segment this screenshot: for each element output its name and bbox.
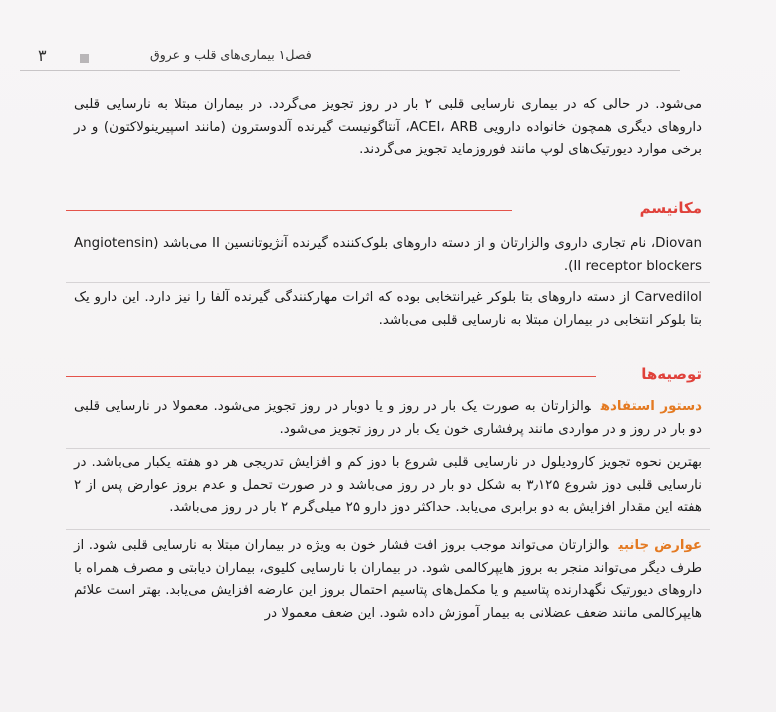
mechanism-paragraph-1 bbox=[74, 233, 702, 278]
header-square-ornament bbox=[80, 54, 89, 63]
mechanism-text-1: Diovan، نام تجاری داروی والزارتان و از دسته داروهای بلوک‌کننده گیرنده آنژیوتانسین II می‌باشد (Angiotensin II receptor blockers). bbox=[74, 236, 702, 274]
recommendations-heading-rule bbox=[66, 376, 596, 377]
side-effects-paragraph bbox=[74, 535, 702, 625]
page-number: ۳ bbox=[38, 46, 47, 65]
intro-paragraph bbox=[74, 94, 702, 162]
paragraph-divider bbox=[66, 282, 710, 283]
mechanism-text-2: Carvedilol از دسته داروهای بتا بلوکر غیرانتخابی بوده که اثرات مهارکنندگی گیرنده آلفا را نیز دارد. این دارو یک بتا بلوکر انتخابی در بیماران مبتلا به نارسایی قلبی می‌باشد. bbox=[74, 290, 702, 328]
mechanism-heading-rule bbox=[66, 210, 512, 211]
recommendations-heading: توصیه‌ها bbox=[641, 365, 702, 383]
paragraph-divider-2 bbox=[66, 448, 710, 449]
side-effects-text: والزارتان می‌تواند موجب بروز افت فشار خون به ویژه در بیماران مبتلا به نارسایی قلبی شود. از طرف دیگر می‌تواند منجر به بروز هایپرکالمی شود. در بیماران با نارسایی کلیوی، بیماران دیابتی و مصرف همراه با داروهای دیورتیک نگهدارنده پتاسیم و یا مکمل‌های پتاسیم احتمال بروز این عارضه افزایش می‌یابد. بهتر است علائم هایپرکالمی مانند ضعف عضلانی به بیمار آموزش داده شود. این ضعف معمولا در bbox=[74, 538, 702, 621]
header-rule bbox=[20, 70, 680, 71]
paragraph-divider-3 bbox=[66, 529, 710, 530]
intro-text: می‌شود. در حالی که در بیماری نارسایی قلبی ۲ بار در روز تجویز می‌گردد. در بیماران مبتلا به نارسایی قلبی داروهای دیگری همچون خانواده دارویی ACEI، ARB، آنتاگونیست گیرنده آلدوسترون (مانند اسپیرینولاکتون) و در برخی موارد دیورتیک‌های لوپ مانند فوروزماید تجویز می‌گردند. bbox=[74, 97, 702, 157]
mechanism-paragraph-2 bbox=[74, 287, 702, 332]
mechanism-heading: مکانیسم bbox=[639, 199, 702, 217]
side-effects-label: عوارض جانبی bbox=[618, 538, 702, 553]
carvedilol-text: بهترین نحوه تجویز کارودیلول در نارسایی قلبی شروع با دوز کم و افزایش تدریجی هر دو هفته یکبار می‌باشد. در نارسایی قلبی دوز شروع ۳٫۱۲۵ به شکل دو بار در روز می‌باشد و در صورت تحمل و عدم بروز عوارض پس از ۲ هفته این مقدار افزایش به دو برابری می‌یابد. حداکثر دوز دارو ۲۵ میلی‌گرم ۲ بار در روز می‌باشد. bbox=[74, 455, 702, 515]
dosage-paragraph bbox=[74, 396, 702, 441]
carvedilol-paragraph bbox=[74, 452, 702, 520]
dosage-text: والزارتان به صورت یک بار در روز و یا دوبار در روز تجویز می‌شود. معمولا در نارسایی قلبی دو بار در روز و در مواردی مانند پرفشاری خون یک بار در روز تجویز می‌شود. bbox=[74, 399, 702, 437]
chapter-title: فصل۱ بیماری‌های قلب و عروق bbox=[150, 47, 312, 62]
running-header bbox=[20, 44, 700, 72]
dosage-label: دستور استفاده bbox=[600, 399, 702, 414]
